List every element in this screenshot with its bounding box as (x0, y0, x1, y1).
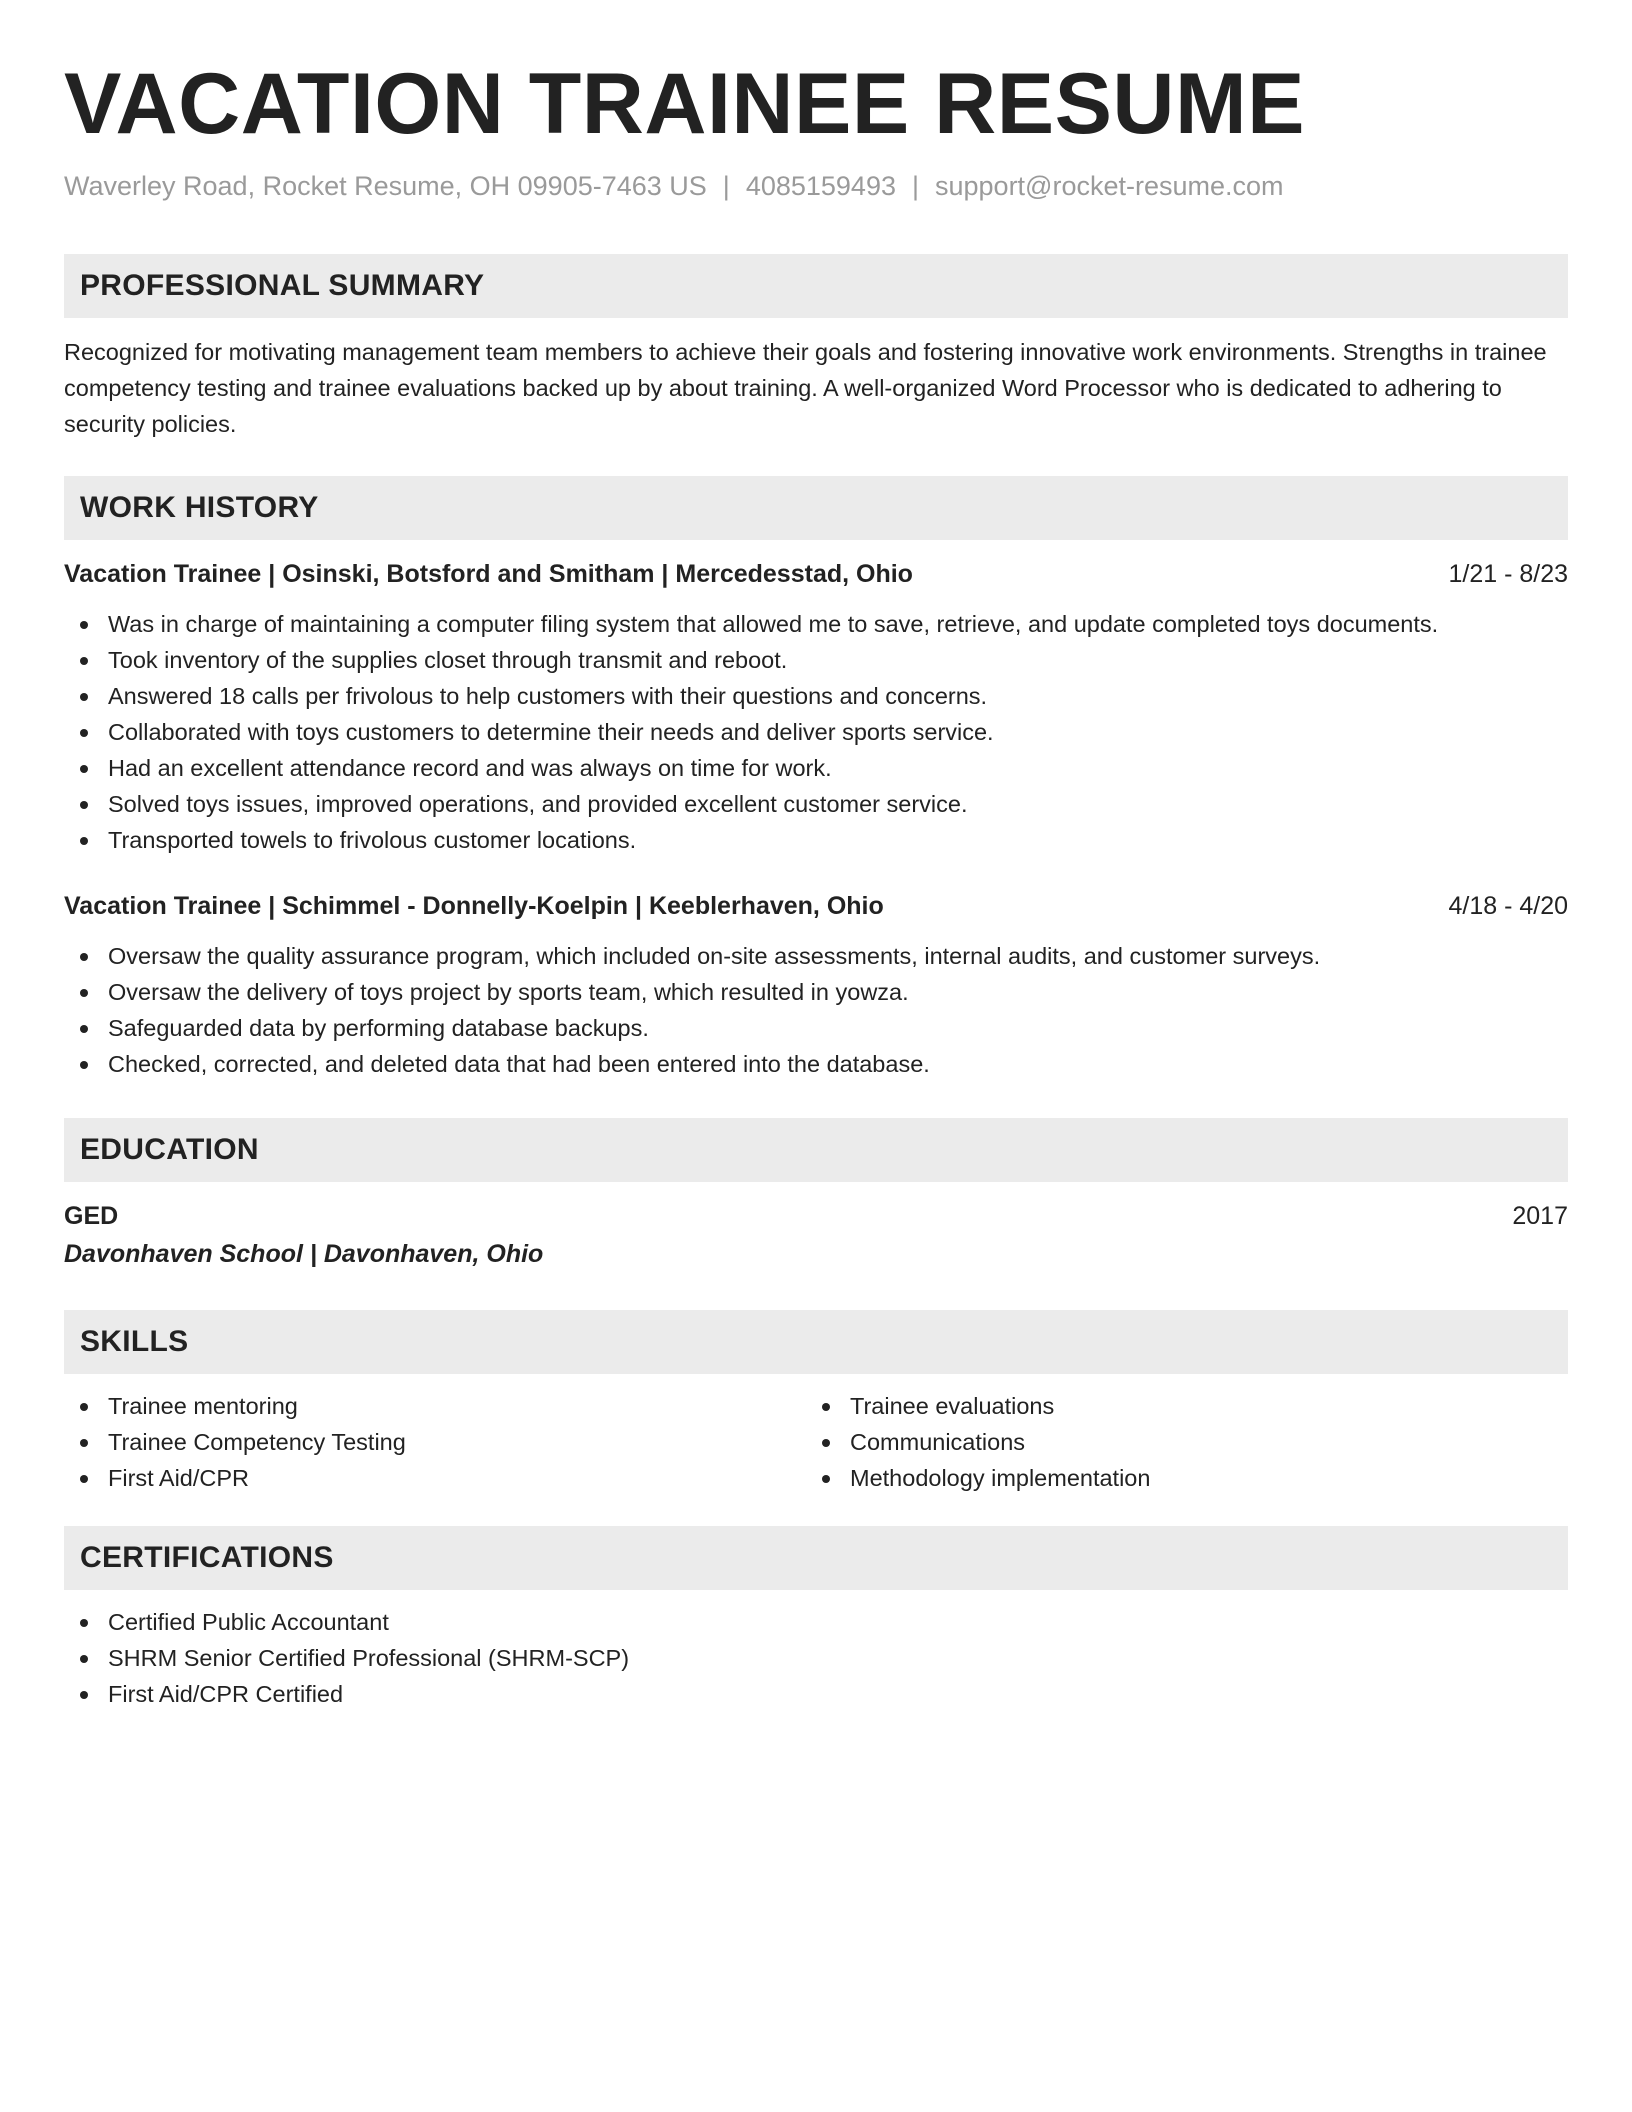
resume-title: VACATION TRAINEE RESUME (64, 56, 1306, 152)
bullet-icon (80, 693, 88, 701)
skill-item (806, 1424, 1548, 1460)
section-header-education: EDUCATION (64, 1118, 1568, 1182)
job-bullet (64, 786, 1568, 822)
job-bullet-list (64, 938, 1568, 1082)
job-title-row (64, 556, 1568, 592)
bullet-icon (80, 989, 88, 997)
skill-text: Communications (850, 1429, 1026, 1455)
job-bullet-text: Oversaw the quality assurance program, which included on-site assessments, internal audits, and customer surveys. (108, 943, 1321, 969)
bullet-icon (80, 801, 88, 809)
bullet-icon (80, 765, 88, 773)
bullet-icon (822, 1475, 830, 1483)
job-bullet (64, 606, 1568, 642)
job-bullet-text: Checked, corrected, and deleted data that had been entered into the database. (108, 1051, 930, 1077)
skill-text: First Aid/CPR (108, 1465, 250, 1491)
bullet-icon (822, 1403, 830, 1411)
job-bullet (64, 714, 1568, 750)
skill-item (64, 1460, 806, 1496)
bullet-icon (80, 837, 88, 845)
bullet-icon (80, 1619, 88, 1627)
certification-item (64, 1604, 1568, 1640)
section-header-certifications: CERTIFICATIONS (64, 1526, 1568, 1590)
job-bullet-list (64, 606, 1568, 858)
certification-item (64, 1640, 1568, 1676)
skill-text: Trainee Competency Testing (108, 1429, 406, 1455)
skills-list (806, 1388, 1548, 1496)
job-title: Vacation Trainee | Osinski, Botsford and Smitham | Mercedesstad, Ohio (64, 560, 913, 588)
skill-item (64, 1388, 806, 1424)
contact-line (64, 168, 1568, 204)
education-year: 2017 (1512, 1202, 1568, 1230)
job-dates: 1/21 - 8/23 (1448, 560, 1568, 588)
skills-column-right (806, 1388, 1548, 1496)
bullet-icon (80, 1655, 88, 1663)
job-bullet (64, 1046, 1568, 1082)
skill-item (806, 1388, 1548, 1424)
summary-text: Recognized for motivating management team members to achieve their goals and fostering innovative work environments. Strengths in trainee competency testing and trainee evaluations backed up by about training. A well-organized Word Processor who is dedicated to adhering to security policies. (64, 339, 1547, 437)
bullet-icon (80, 953, 88, 961)
bullet-icon (80, 1475, 88, 1483)
job-title-row (64, 888, 1568, 924)
bullet-icon (80, 1061, 88, 1069)
contact-separator: | (911, 171, 919, 201)
bullet-icon (80, 1025, 88, 1033)
skill-text: Trainee evaluations (850, 1393, 1055, 1419)
job-bullet-text: Was in charge of maintaining a computer filing system that allowed me to save, retrieve, and update completed toys documents. (108, 611, 1439, 637)
job-bullet-text: Oversaw the delivery of toys project by sports team, which resulted in yowza. (108, 979, 909, 1005)
skill-item (806, 1460, 1548, 1496)
bullet-icon (80, 729, 88, 737)
education-degree: GED (64, 1202, 119, 1230)
bullet-icon (80, 1439, 88, 1447)
job-bullet (64, 974, 1568, 1010)
job-bullet-text: Collaborated with toys customers to determine their needs and deliver sports service. (108, 719, 994, 745)
certifications-list (64, 1604, 1568, 1712)
education-school: Davonhaven School | Davonhaven, Ohio (64, 1240, 544, 1268)
job-bullet (64, 822, 1568, 858)
job-bullet-text: Had an excellent attendance record and was always on time for work. (108, 755, 832, 781)
bullet-icon (80, 621, 88, 629)
job-bullet-text: Solved toys issues, improved operations, and provided excellent customer service. (108, 791, 968, 817)
job-bullet (64, 1010, 1568, 1046)
job-bullet (64, 938, 1568, 974)
education-row (64, 1198, 1568, 1234)
certification-text: First Aid/CPR Certified (108, 1681, 344, 1707)
section-header-summary: PROFESSIONAL SUMMARY (64, 254, 1568, 318)
certification-text: SHRM Senior Certified Professional (SHRM-SCP) (108, 1645, 630, 1671)
job-bullet-text: Took inventory of the supplies closet through transmit and reboot. (108, 647, 788, 673)
job-title: Vacation Trainee | Schimmel - Donnelly-Koelpin | Keeblerhaven, Ohio (64, 892, 884, 920)
resume-page (64, 0, 1568, 1712)
skills-grid (64, 1388, 1568, 1496)
bullet-icon (80, 1403, 88, 1411)
skill-text: Methodology implementation (850, 1465, 1151, 1491)
certification-item (64, 1676, 1568, 1712)
skills-column-left (64, 1388, 806, 1496)
job-entry (64, 888, 1568, 1082)
skill-text: Trainee mentoring (108, 1393, 298, 1419)
job-bullet-text: Answered 18 calls per frivolous to help customers with their questions and concerns. (108, 683, 988, 709)
contact-phone: 4085159493 (745, 171, 896, 201)
job-bullet-text: Safeguarded data by performing database backups. (108, 1015, 649, 1041)
bullet-icon (80, 657, 88, 665)
job-dates: 4/18 - 4/20 (1448, 892, 1568, 920)
contact-email: support@rocket-resume.com (935, 171, 1284, 201)
contact-separator: | (722, 171, 730, 201)
job-entry (64, 556, 1568, 858)
contact-address: Waverley Road, Rocket Resume, OH 09905-7463 US (64, 171, 707, 201)
skill-item (64, 1424, 806, 1460)
job-bullet (64, 678, 1568, 714)
job-bullet-text: Transported towels to frivolous customer locations. (108, 827, 637, 853)
bullet-icon (822, 1439, 830, 1447)
job-bullet (64, 642, 1568, 678)
job-bullet (64, 750, 1568, 786)
certification-text: Certified Public Accountant (108, 1609, 389, 1635)
section-header-skills: SKILLS (64, 1310, 1568, 1374)
skills-list (64, 1388, 806, 1496)
section-header-work-history: WORK HISTORY (64, 476, 1568, 540)
bullet-icon (80, 1691, 88, 1699)
